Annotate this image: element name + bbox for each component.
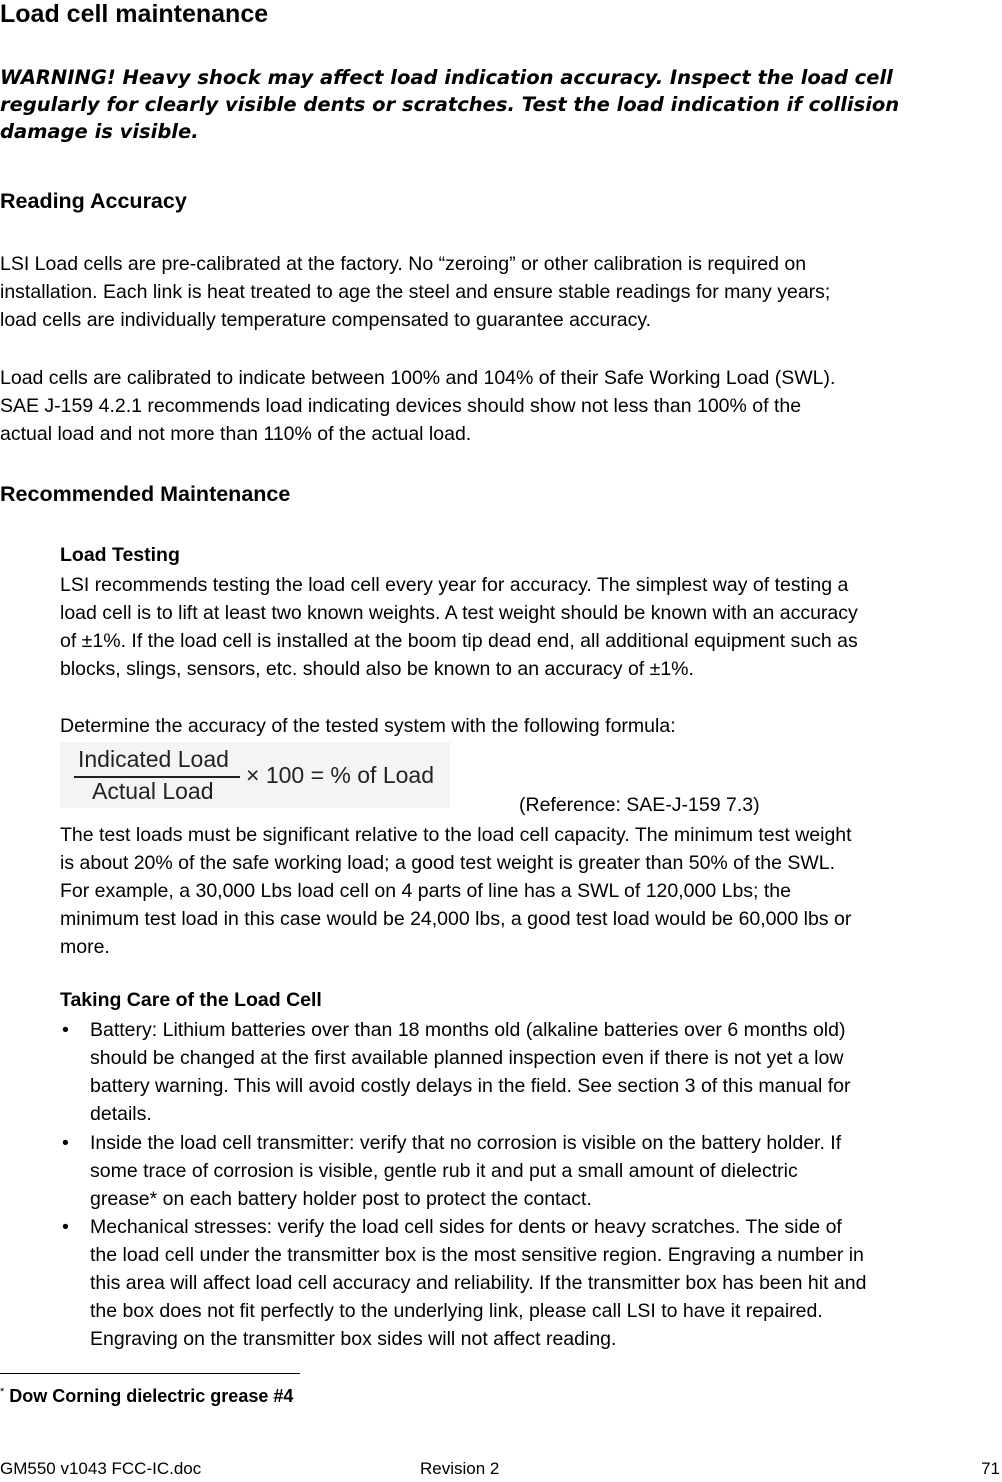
text-line: actual load and not more than 110% of the actual load. (0, 423, 472, 445)
text-line: the load cell under the transmitter box is the most sensitive region. Engraving a number in (90, 1244, 864, 1266)
care-item-transmitter (90, 1129, 1002, 1213)
text-line: minimum test load in this case would be 24,000 lbs, a good test load would be 60,000 lbs or (60, 908, 852, 930)
warning-text: WARNING! Heavy shock may affect load indication accuracy. Inspect the load cell regularly for clearly visible dents or scratches. Test the load indication if collision damage is visible. (0, 66, 900, 143)
text-line: SAE J-159 4.2.1 recommends load indicating devices should show not less than 100% of the (0, 395, 802, 417)
reading-accuracy-paragraph-1 (0, 250, 1000, 334)
text-line: Battery: Lithium batteries over than 18 months old (alkaline batteries over 6 months old) (90, 1019, 846, 1041)
load-testing-heading: Load Testing (60, 544, 180, 566)
bullet-icon: • (62, 1132, 69, 1154)
formula-rest: × 100 = % of Load (246, 762, 434, 788)
text-line: should be changed at the first available planned inspection even if there is not yet a low (90, 1047, 844, 1069)
reading-accuracy-paragraph-2 (0, 364, 1000, 448)
text-line: blocks, slings, sensors, etc. should also be known to an accuracy of ±1%. (60, 658, 694, 680)
text-line: Inside the load cell transmitter: verify that no corrosion is visible on the battery holder. If (90, 1132, 842, 1154)
formula-intro: Determine the accuracy of the tested system with the following formula: (60, 715, 676, 737)
footer-filename: GM550 v1043 FCC-IC.doc (0, 1459, 202, 1478)
footer-revision: Revision 2 (420, 1459, 500, 1478)
care-item-mechanical (90, 1213, 1002, 1353)
bullet-icon: • (62, 1019, 69, 1041)
text-line: Load cells are calibrated to indicate between 100% and 104% of their Safe Working Load (SWL). (0, 367, 836, 389)
text-line: this area will affect load cell accuracy and reliability. If the transmitter box has been hit and (90, 1272, 867, 1294)
text-line: Mechanical stresses: verify the load cell sides for dents or heavy scratches. The side of (90, 1216, 842, 1238)
page-title: Load cell maintenance (0, 0, 269, 28)
text-line: grease* on each battery holder post to protect the contact. (90, 1188, 592, 1210)
load-testing-paragraph-1 (60, 571, 1002, 683)
text-line: is about 20% of the safe working load; a good test weight is greater than 50% of the SWL. (60, 852, 836, 874)
footnote-mark: * (0, 1386, 5, 1398)
care-heading: Taking Care of the Load Cell (60, 989, 322, 1011)
text-line: the box does not fit perfectly to the underlying link, please call LSI to have it repaired. (90, 1300, 823, 1322)
text-line: battery warning. This will avoid costly delays in the field. See section 3 of this manual for (90, 1075, 851, 1097)
text-line: some trace of corrosion is visible, gentle rub it and put a small amount of dielectric (90, 1160, 798, 1182)
text-line: Engraving on the transmitter box sides will not affect reading. (90, 1328, 617, 1350)
text-line: LSI Load cells are pre-calibrated at the factory. No “zeroing” or other calibration is required on (0, 253, 807, 275)
formula-image (60, 742, 450, 808)
load-testing-paragraph-2 (60, 821, 1002, 961)
text-line: For example, a 30,000 Lbs load cell on 4 parts of line has a SWL of 120,000 Lbs; the (60, 880, 791, 902)
formula-numerator: Indicated Load (78, 746, 229, 772)
recommended-maintenance-heading: Recommended Maintenance (0, 482, 291, 506)
care-item-battery (90, 1016, 1002, 1128)
text-line: LSI recommends testing the load cell every year for accuracy. The simplest way of testing a (60, 574, 849, 596)
text-line: of ±1%. If the load cell is installed at the boom tip dead end, all additional equipment such as (60, 630, 858, 652)
text-line: load cells are individually temperature compensated to guarantee accuracy. (0, 309, 652, 331)
footer-page-number: 71 (981, 1459, 1000, 1478)
reading-accuracy-heading: Reading Accuracy (0, 189, 187, 213)
footnote (0, 1386, 293, 1407)
text-line: installation. Each link is heat treated to age the steel and ensure stable readings for many years; (0, 281, 831, 303)
text-line: more. (60, 936, 110, 958)
text-line: The test loads must be significant relative to the load cell capacity. The minimum test weight (60, 824, 852, 846)
text-line: details. (90, 1103, 152, 1125)
footnote-separator (0, 1373, 300, 1374)
text-line: load cell is to lift at least two known weights. A test weight should be known with an accuracy (60, 602, 858, 624)
formula-reference: (Reference: SAE-J-159 7.3) (519, 794, 760, 816)
footnote-text: Dow Corning dielectric grease #4 (4, 1386, 294, 1406)
formula-denominator: Actual Load (92, 778, 214, 804)
bullet-icon: • (62, 1216, 69, 1238)
